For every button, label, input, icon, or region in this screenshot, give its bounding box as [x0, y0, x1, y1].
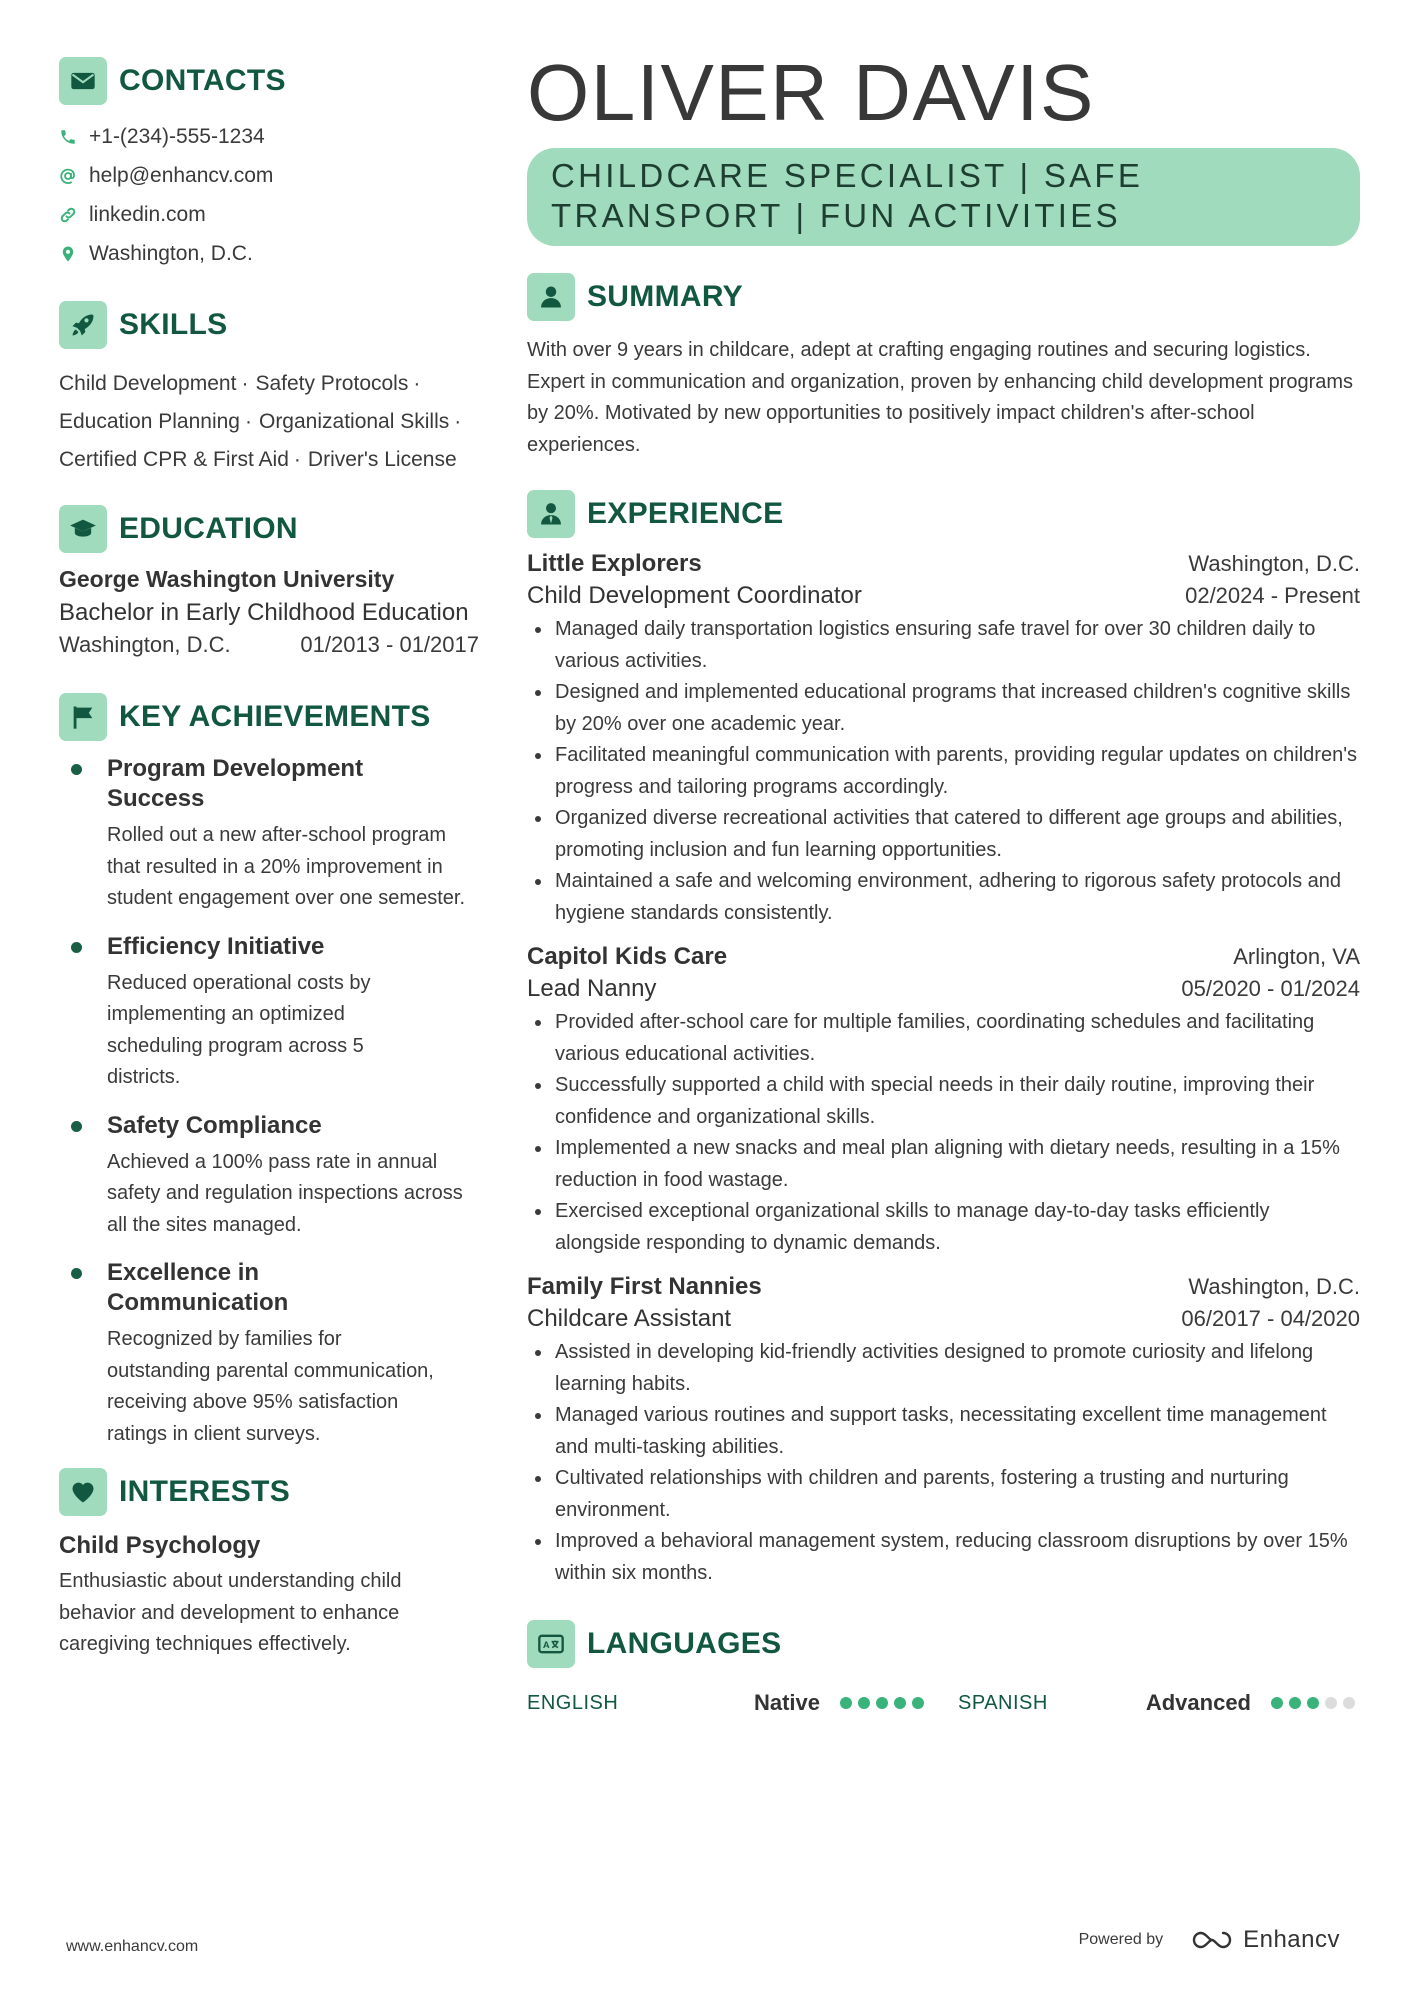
achievement-title: Program Development Success	[107, 755, 364, 812]
footer-branding	[1079, 1926, 1340, 1954]
education-section	[59, 504, 479, 658]
job-company: Little Explorers	[527, 550, 702, 577]
proficiency-dots	[1271, 1697, 1355, 1709]
job-subheader	[527, 582, 1360, 610]
linkedin-text: linkedin.com	[89, 202, 206, 226]
job-bullet: Exercised exceptional organizational skills to manage day-to-day tasks efficiently alongside responding to dynamic demands.	[527, 1196, 1360, 1259]
rocket-icon	[59, 301, 107, 349]
achievement-item	[59, 932, 479, 1094]
proficiency-dot	[1325, 1697, 1337, 1709]
tagline-line: TRANSPORT | FUN ACTIVITIES	[551, 197, 1121, 234]
interest-desc: Enthusiastic about understanding child behavior and development to enhance caregiving techniques effectively.	[59, 1570, 402, 1655]
proficiency-dot	[912, 1697, 924, 1709]
language-card-icon	[527, 1620, 575, 1668]
job-header	[527, 1273, 1360, 1301]
education-location: Washington, D.C.	[59, 632, 231, 657]
job-dates: 05/2020 - 01/2024	[1181, 976, 1360, 1001]
svg-text:A: A	[542, 1639, 550, 1650]
job-dates: 06/2017 - 04/2020	[1181, 1306, 1360, 1331]
job-entry	[527, 550, 1360, 929]
skill-separator: ·	[293, 448, 301, 471]
summary-section	[527, 272, 1360, 461]
skill-item: Safety Protocols	[255, 372, 409, 395]
language-name: SPANISH	[958, 1691, 1048, 1714]
flag-icon	[59, 693, 107, 741]
person-tie-icon	[527, 490, 575, 538]
achievement-desc: Achieved a 100% pass rate in annual safety and regulation inspections across all the sites managed.	[107, 1150, 463, 1236]
skill-item: Driver's License	[307, 448, 457, 471]
left-column	[59, 56, 479, 1661]
language-level: Native	[753, 1690, 820, 1715]
section-title: KEY ACHIEVEMENTS	[119, 699, 431, 733]
achievement-desc: Rolled out a new after-school program that resulted in a 20% improvement in student engagement over one semester.	[107, 824, 466, 909]
job-subheader	[527, 975, 1360, 1003]
achievement-desc: Reduced operational costs by implementing an optimized scheduling program across 5 districts.	[107, 971, 371, 1088]
bullet-dot	[71, 1268, 82, 1279]
section-title: EDUCATION	[119, 511, 298, 545]
achievements-header	[59, 692, 479, 741]
phone-icon	[59, 128, 77, 146]
user-icon	[527, 273, 575, 321]
achievements-list	[59, 754, 479, 1450]
job-location: Arlington, VA	[1233, 944, 1360, 969]
contact-location	[59, 234, 479, 273]
experience-header	[527, 489, 1360, 538]
bullet-dot	[71, 764, 82, 775]
proficiency-dot	[894, 1697, 906, 1709]
education-school: George Washington University	[59, 566, 395, 592]
contact-phone	[59, 117, 479, 156]
education-header	[59, 504, 479, 553]
link-icon	[59, 206, 77, 224]
summary-text: With over 9 years in childcare, adept at crafting engaging routines and securing logistics. Expert in communication and organization, proven by enhancing child development programs by 20%. Motivated by new opportunities to positively impact children's after-school experiences.	[527, 339, 1354, 456]
heart-icon	[59, 1468, 107, 1516]
job-role: Lead Nanny	[527, 975, 657, 1002]
job-bullet: Improved a behavioral management system, reducing classroom disruptions by over 15% within six months.	[527, 1526, 1360, 1589]
envelope-icon	[59, 57, 107, 105]
skill-item: Child Development	[59, 372, 237, 395]
job-location: Washington, D.C.	[1188, 1274, 1360, 1299]
job-location: Washington, D.C.	[1188, 551, 1360, 576]
contact-list	[59, 117, 479, 273]
section-title: LANGUAGES	[587, 1626, 782, 1660]
bullet-dot	[71, 942, 82, 953]
section-title: EXPERIENCE	[587, 496, 784, 530]
at-sign-icon	[59, 167, 77, 185]
job-entry	[527, 1273, 1360, 1589]
proficiency-dot	[858, 1697, 870, 1709]
bullet-dot	[71, 1121, 82, 1132]
interest-title: Child Psychology	[59, 1532, 261, 1559]
graduation-cap-icon	[59, 505, 107, 553]
contact-linkedin	[59, 195, 479, 234]
achievement-title: Safety Compliance	[107, 1111, 322, 1139]
contact-email	[59, 156, 479, 195]
job-bullets	[527, 614, 1360, 929]
job-bullet: Managed various routines and support tasks, necessitating excellent time management and multi-tasking abilities.	[527, 1400, 1360, 1463]
proficiency-dot	[840, 1697, 852, 1709]
achievements-section	[59, 692, 479, 1450]
location-pin-icon	[59, 245, 77, 263]
skill-item: Organizational Skills	[258, 410, 450, 433]
job-subheader	[527, 1305, 1360, 1333]
brand-logo[interactable]	[1189, 1926, 1340, 1954]
language-name: ENGLISH	[527, 1691, 619, 1714]
skill-item: Certified CPR & First Aid	[59, 448, 289, 471]
proficiency-dot	[876, 1697, 888, 1709]
job-bullet: Facilitated meaningful communication with parents, providing regular updates on children's progress and tailoring programs accordingly.	[527, 740, 1360, 803]
achievement-item	[59, 754, 479, 915]
skill-separator: ·	[413, 372, 421, 395]
achievement-item	[59, 1111, 479, 1242]
job-bullet: Assisted in developing kid-friendly activities designed to promote curiosity and lifelong learning habits.	[527, 1337, 1360, 1400]
job-bullet: Successfully supported a child with special needs in their daily routine, improving their confidence and organizational skills.	[527, 1070, 1360, 1133]
section-title: CONTACTS	[119, 63, 286, 97]
job-dates: 02/2024 - Present	[1185, 583, 1360, 608]
job-company: Capitol Kids Care	[527, 943, 728, 970]
proficiency-dots	[840, 1697, 924, 1709]
education-degree: Bachelor in Early Childhood Education	[59, 599, 469, 626]
location-text: Washington, D.C.	[89, 241, 253, 265]
summary-header	[527, 272, 1360, 321]
language-item	[527, 1690, 924, 1716]
job-bullet: Maintained a safe and welcoming environment, adhering to rigorous safety protocols and hygiene standards consistently.	[527, 866, 1360, 929]
job-role: Childcare Assistant	[527, 1305, 732, 1332]
job-header	[527, 943, 1360, 971]
section-title: INTERESTS	[119, 1474, 291, 1508]
job-header	[527, 550, 1360, 578]
proficiency-dot	[1289, 1697, 1301, 1709]
job-bullets	[527, 1007, 1360, 1259]
education-meta	[59, 632, 479, 658]
phone-text: +1-(234)-555-1234	[89, 124, 265, 148]
section-title: SUMMARY	[587, 279, 743, 313]
education-dates: 01/2013 - 01/2017	[300, 632, 479, 657]
language-item	[958, 1690, 1355, 1716]
infinity-logo-icon	[1189, 1927, 1235, 1953]
languages-row	[527, 1688, 1360, 1718]
skill-separator: ·	[241, 372, 249, 395]
brand-name: Enhancv	[1243, 1926, 1340, 1953]
job-bullet: Designed and implemented educational programs that increased children's cognitive skills by 20% over one academic year.	[527, 677, 1360, 740]
skill-separator: ·	[454, 410, 462, 433]
languages-section	[527, 1619, 1360, 1718]
achievement-title: Excellence in Communication	[107, 1259, 289, 1316]
proficiency-dot	[1271, 1697, 1283, 1709]
job-company: Family First Nannies	[527, 1273, 762, 1300]
contacts-header	[59, 56, 479, 105]
contacts-section	[59, 56, 479, 273]
skill-item: Education Planning	[59, 410, 240, 433]
job-bullet: Cultivated relationships with children and parents, fostering a trusting and nurturing environment.	[527, 1463, 1360, 1526]
job-bullets	[527, 1337, 1360, 1589]
email-text: help@enhancv.com	[89, 163, 274, 187]
interests-header	[59, 1467, 479, 1516]
right-column	[527, 48, 1360, 1718]
tagline-line: CHILDCARE SPECIALIST | SAFE	[551, 157, 1144, 194]
languages-header	[527, 1619, 1360, 1668]
candidate-name: OLIVER DAVIS	[527, 48, 1095, 137]
skill-separator: ·	[244, 410, 252, 433]
proficiency-dot	[1343, 1697, 1355, 1709]
job-bullet: Provided after-school care for multiple families, coordinating schedules and facilitating various educational activities.	[527, 1007, 1360, 1070]
section-title: SKILLS	[119, 307, 228, 341]
powered-by-label: Powered by	[1078, 1931, 1164, 1948]
experience-section	[527, 489, 1360, 1589]
footer-website[interactable]: www.enhancv.com	[66, 1938, 199, 1955]
proficiency-dot	[1307, 1697, 1319, 1709]
skills-header	[59, 300, 479, 349]
skills-section	[59, 300, 479, 479]
job-role: Child Development Coordinator	[527, 582, 862, 609]
achievement-desc: Recognized by families for outstanding parental communication, receiving above 95% satisfaction ratings in client surveys.	[107, 1328, 434, 1445]
achievement-item	[59, 1258, 479, 1450]
job-entry	[527, 943, 1360, 1259]
language-level: Advanced	[1145, 1690, 1251, 1715]
interests-section	[59, 1467, 479, 1661]
achievement-title: Efficiency Initiative	[107, 932, 325, 960]
job-bullet: Managed daily transportation logistics ensuring safe travel for over 30 children daily to various activities.	[527, 614, 1360, 677]
job-bullet: Organized diverse recreational activities that catered to different age groups and abilities, promoting inclusion and fun learning opportunities.	[527, 803, 1360, 866]
skills-list	[59, 365, 479, 479]
job-bullet: Implemented a new snacks and meal plan aligning with dietary needs, resulting in a 15% reduction in food wastage.	[527, 1133, 1360, 1196]
tagline-banner	[527, 148, 1360, 246]
